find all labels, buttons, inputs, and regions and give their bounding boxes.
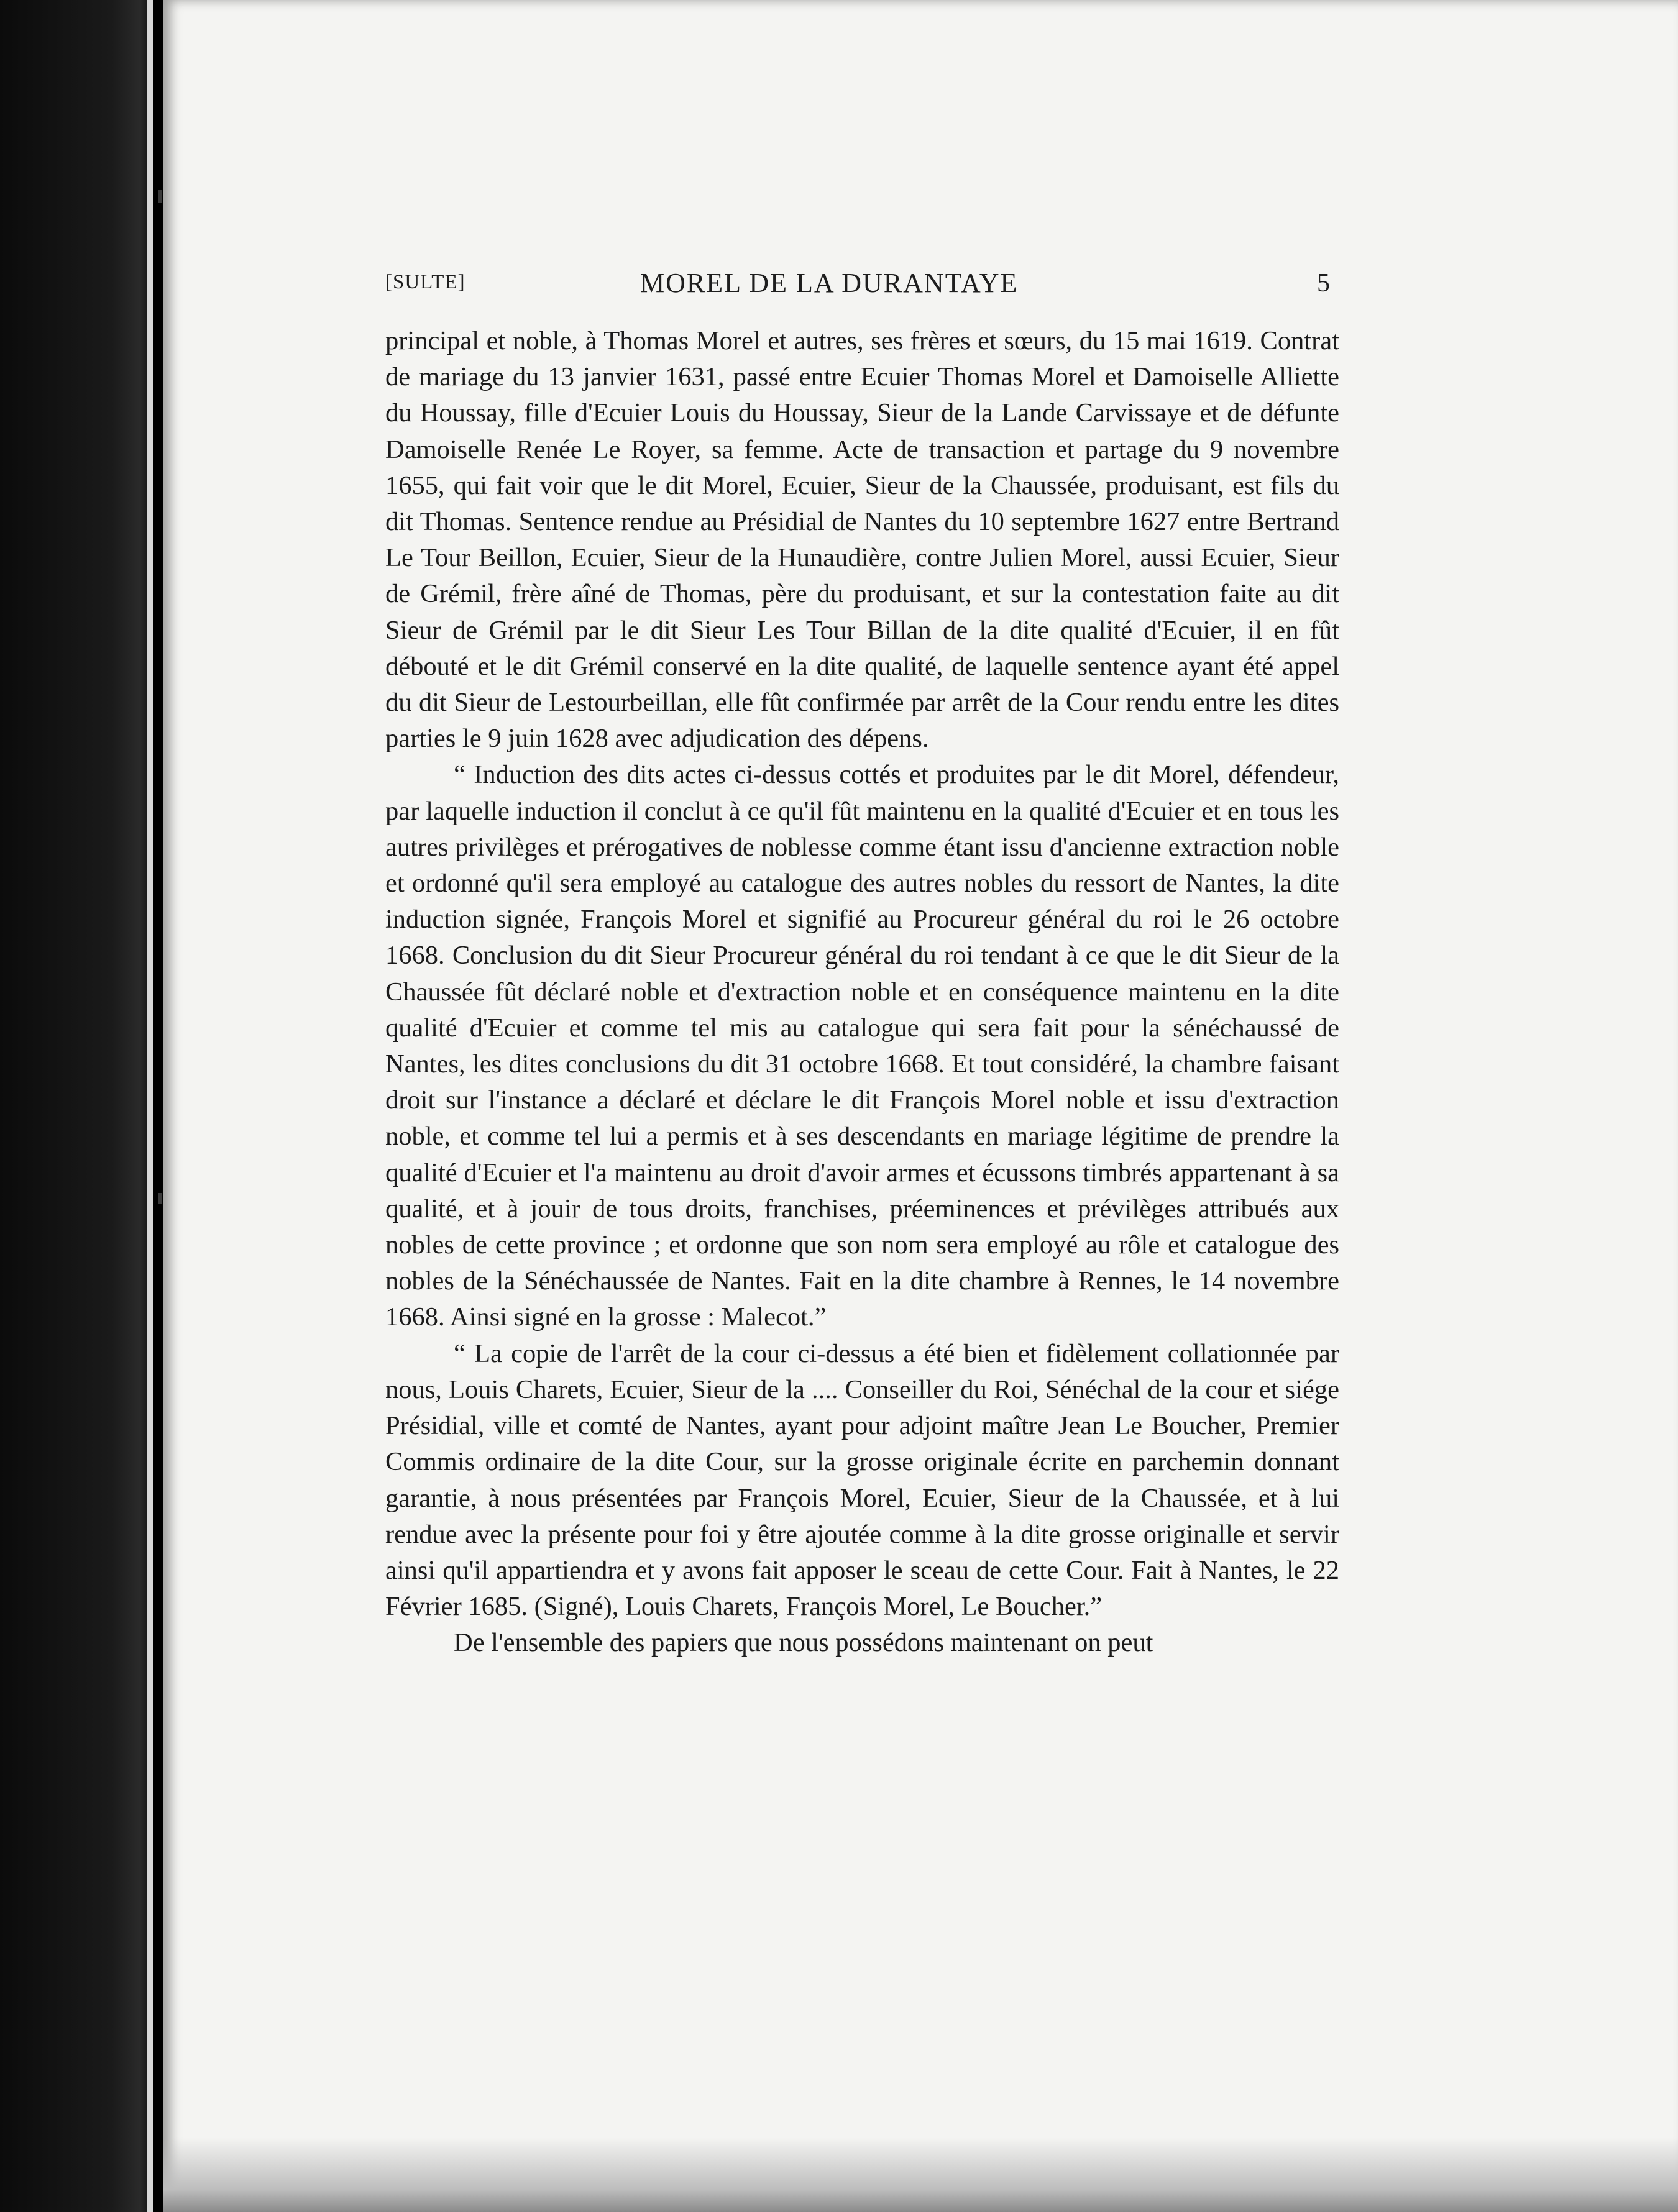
header-section-label: [SULTE] <box>385 271 465 293</box>
paragraph: “ La copie de l'arrêt de la cour ci-dessus a été bien et fidèlement collationnée par nous, Louis Charets, Ecuier, Sieur de la .... Conseiller du Roi, Sénéchal de la cour et siége Présidial, ville et comté de Nantes, ayant pour adjoint maître Jean Le Boucher, Premier Commis ordinaire de la dite Cour, sur la grosse originale écrite en parchemin donnant garantie, à nous présentées par François Morel, Ecuier, Sieur de la Chaussée, et à lui rendue avec la présente pour foi y être ajoutée comme à la dite grosse originalle et servir ainsi qu'il appartiendra et y avons fait apposer le sceau de cette Cour. Fait à Nantes, le 22 Février 1685. (Signé), Louis Charets, François Morel, Le Boucher.” <box>385 1338 1339 1622</box>
page-number: 5 <box>1317 269 1330 298</box>
body-text <box>385 323 1339 1661</box>
page-bottom-shadow <box>163 2137 1678 2212</box>
scan-mark <box>158 190 162 203</box>
scan-background-left <box>0 0 152 2212</box>
scan-mark <box>158 1193 162 1204</box>
paragraph: “ Induction des dits actes ci-dessus cottés et produites par le dit Morel, défendeur, par laquelle induction il conclut à ce qu'il fût maintenu en la qualité d'Ecuier et en tous les autres privilèges et prérogatives de noblesse comme étant issu d'ancienne extraction noble et ordonné qu'il sera employé au catalogue des autres nobles du ressort de Nantes, la dite induction signée, François Morel et signifié au Procureur général du roi le 26 octobre 1668. Conclusion du dit Sieur Procureur général du roi tendant à ce que le dit Sieur de la Chaussée fût déclaré noble et d'extraction noble et en conséquence maintenu en la dite qualité d'Ecuier et comme tel mis au catalogue qui sera fait pour la sénéchaussé de Nantes, les dites conclusions du dit 31 octobre 1668. Et tout considéré, la chambre faisant droit sur l'instance a déclaré et déclare le dit François Morel noble et issu d'extraction noble, et comme tel lui a permis et à ses descendants en mariage légitime de prendre la qualité d'Ecuier et l'a maintenu au droit d'avoir armes et écussons timbrés appartenant à sa qualité, et à jouir de tous droits, franchises, préeminences et prévilèges attribués aux nobles de cette province ; et ordonne que son nom sera employé au rôle et catalogue des nobles de la Sénéchaussée de Nantes. Fait en la dite chambre à Rennes, le 14 novembre 1668. Ainsi signé en la grosse : Malecot.” <box>385 760 1339 1332</box>
running-header <box>385 267 1330 304</box>
header-title: MOREL DE LA DURANTAYE <box>640 268 1019 298</box>
page-spine-edge <box>147 0 153 2212</box>
paragraph: De l'ensemble des papiers que nous possédons maintenant on peut <box>454 1628 1153 1658</box>
paragraph: principal et noble, à Thomas Morel et autres, ses frères et sœurs, du 15 mai 1619. Contrat de mariage du 13 janvier 1631, passé entre Ecuier Thomas Morel et Damoiselle Alliette du Houssay, fille d'Ecuier Louis du Houssay, Sieur de la Lande Carvissaye et de défunte Damoiselle Renée Le Royer, sa femme. Acte de transaction et partage du 9 novembre 1655, qui fait voir que le dit Morel, Ecuier, Sieur de la Chaussée, produisant, est fils du dit Thomas. Sentence rendue au Présidial de Nantes du 10 septembre 1627 entre Bertrand Le Tour Beillon, Ecuier, Sieur de la Hunaudière, contre Julien Morel, aussi Ecuier, Sieur de Grémil, frère aîné de Thomas, père du produisant, et sur la contestation faite au dit Sieur de Grémil par le dit Sieur Les Tour Billan de la dite qualité d'Ecuier, il en fût débouté et le dit Grémil conservé en la dite qualité, de laquelle sentence ayant été appel du dit Sieur de Lestourbeillan, elle fût confirmée par arrêt de la Cour rendu entre les dites parties le 9 juin 1628 avec adjudication des dépens. <box>385 326 1339 754</box>
